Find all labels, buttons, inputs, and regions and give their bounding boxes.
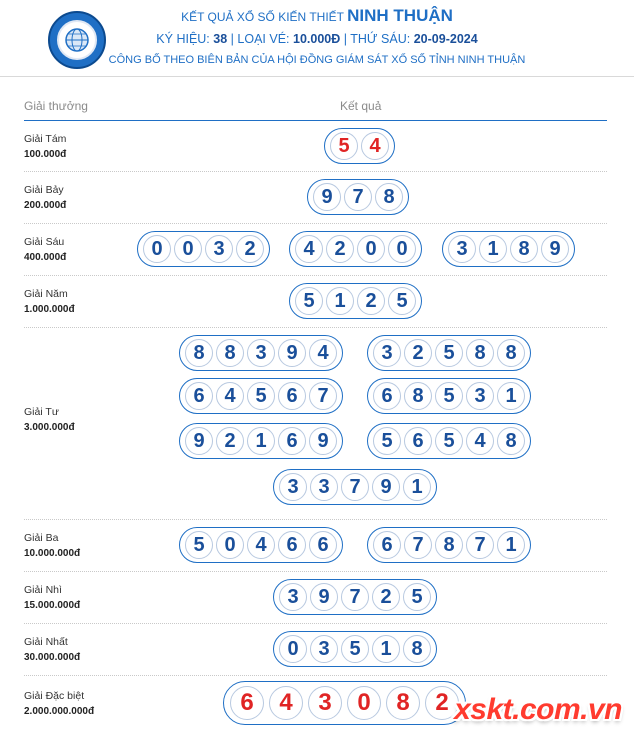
prize-amount: 100.000đ [24, 149, 67, 160]
col-prize-header: Giải thưởng [24, 99, 88, 113]
number-ball: 2 [425, 686, 459, 720]
number-ball: 2 [236, 235, 264, 263]
winning-number [179, 378, 343, 414]
number-ball: 4 [295, 235, 323, 263]
number-ball: 8 [375, 183, 403, 211]
prize-amount: 2.000.000.000đ [24, 706, 95, 717]
number-ball: 1 [497, 382, 525, 410]
number-ball: 9 [313, 183, 341, 211]
day-label: THỨ SÁU: [350, 32, 411, 46]
number-ball: 4 [247, 531, 275, 559]
prize-name: Giải Bảy [24, 184, 64, 196]
prize-row [24, 276, 607, 328]
winning-number [367, 378, 531, 414]
prize-name: Giải Nhì [24, 584, 62, 596]
winning-number [223, 681, 466, 725]
number-ball: 6 [373, 382, 401, 410]
number-ball: 4 [466, 427, 494, 455]
prize-rows [24, 121, 607, 732]
number-ball: 9 [185, 427, 213, 455]
number-ball: 9 [310, 583, 338, 611]
winning-number [307, 179, 409, 215]
winning-number [442, 231, 575, 267]
number-ball: 4 [216, 382, 244, 410]
separator: | [343, 32, 347, 46]
number-ball: 2 [404, 339, 432, 367]
winning-number [273, 579, 437, 615]
prize-name: Giải Năm [24, 288, 68, 300]
separator: | [230, 32, 234, 46]
number-ball: 2 [326, 235, 354, 263]
number-ball: 5 [388, 287, 416, 315]
number-ball: 8 [403, 635, 431, 663]
prize-amount: 1.000.000đ [24, 304, 75, 315]
winning-number [367, 335, 531, 371]
prize-amount: 10.000.000đ [24, 548, 81, 559]
number-ball: 1 [403, 473, 431, 501]
number-ball: 6 [230, 686, 264, 720]
number-ball: 1 [372, 635, 400, 663]
prize-row [24, 224, 607, 276]
number-ball: 0 [347, 686, 381, 720]
kyhieu-label: KÝ HIỆU: [156, 32, 210, 46]
number-ball: 7 [344, 183, 372, 211]
prize-amount: 200.000đ [24, 200, 67, 211]
draw-info [0, 32, 634, 46]
number-ball: 4 [361, 132, 389, 160]
prize-name: Giải Nhất [24, 636, 68, 648]
province-name: NINH THUẬN [347, 6, 453, 25]
winning-number [179, 335, 343, 371]
number-ball: 9 [278, 339, 306, 367]
number-ball: 6 [278, 382, 306, 410]
prize-amount: 3.000.000đ [24, 422, 75, 433]
number-ball: 1 [326, 287, 354, 315]
number-ball: 3 [448, 235, 476, 263]
announcement: CÔNG BỐ THEO BIÊN BẢN CỦA HỘI ĐỒNG GIÁM SÁT XỔ SỐ TỈNH NINH THUẬN [108, 54, 526, 66]
number-ball: 3 [310, 473, 338, 501]
number-ball: 6 [278, 427, 306, 455]
prize-row [24, 172, 607, 224]
number-ball: 1 [247, 427, 275, 455]
number-ball: 1 [479, 235, 507, 263]
winning-number [324, 128, 395, 164]
number-ball: 0 [388, 235, 416, 263]
number-ball: 5 [341, 635, 369, 663]
results-table [24, 94, 607, 732]
prize-row [24, 121, 607, 172]
number-ball: 5 [435, 382, 463, 410]
prize-row [24, 624, 607, 676]
winning-number [289, 231, 422, 267]
loaive-label: LOẠI VÉ: [237, 32, 290, 46]
prize-row [24, 520, 607, 572]
number-ball: 3 [310, 635, 338, 663]
number-ball: 6 [309, 531, 337, 559]
winning-number [273, 631, 437, 667]
winning-number [179, 527, 343, 563]
number-ball: 4 [269, 686, 303, 720]
number-ball: 0 [357, 235, 385, 263]
number-ball: 3 [279, 473, 307, 501]
number-ball: 8 [510, 235, 538, 263]
prize-row [24, 572, 607, 624]
kyhieu-value: 38 [213, 32, 228, 46]
number-ball: 6 [278, 531, 306, 559]
winning-number [179, 423, 343, 459]
loaive-value: 10.000Đ [293, 32, 341, 46]
number-ball: 6 [185, 382, 213, 410]
number-ball: 9 [372, 473, 400, 501]
number-ball: 7 [404, 531, 432, 559]
number-ball: 7 [341, 473, 369, 501]
prize-name: Giải Tám [24, 133, 67, 145]
prize-row [24, 328, 607, 520]
prize-amount: 30.000.000đ [24, 652, 81, 663]
prize-name: Giải Ba [24, 532, 59, 544]
number-ball: 6 [404, 427, 432, 455]
number-ball: 5 [247, 382, 275, 410]
prize-amount: 15.000.000đ [24, 600, 81, 611]
number-ball: 0 [174, 235, 202, 263]
number-ball: 5 [403, 583, 431, 611]
number-ball: 8 [497, 339, 525, 367]
prize-name: Giải Đặc biệt [24, 690, 85, 702]
number-ball: 3 [247, 339, 275, 367]
number-ball: 8 [466, 339, 494, 367]
prize-name: Giải Tư [24, 406, 59, 418]
number-ball: 5 [435, 339, 463, 367]
number-ball: 3 [279, 583, 307, 611]
number-ball: 8 [386, 686, 420, 720]
number-ball: 7 [466, 531, 494, 559]
number-ball: 2 [216, 427, 244, 455]
number-ball: 3 [466, 382, 494, 410]
winning-number [137, 231, 270, 267]
number-ball: 6 [373, 531, 401, 559]
number-ball: 5 [330, 132, 358, 160]
winning-number [273, 469, 437, 505]
number-ball: 8 [435, 531, 463, 559]
winning-number [367, 527, 531, 563]
table-header [24, 94, 607, 121]
header-prefix: KẾT QUẢ XỔ SỐ KIẾN THIẾT [181, 10, 344, 24]
watermark: xskt.com.vn [454, 693, 622, 726]
number-ball: 3 [373, 339, 401, 367]
number-ball: 5 [185, 531, 213, 559]
winning-number [367, 423, 531, 459]
draw-date: 20-09-2024 [413, 32, 478, 46]
header [0, 0, 634, 77]
col-result-header: Kết quả [340, 99, 382, 113]
number-ball: 5 [295, 287, 323, 315]
number-ball: 5 [373, 427, 401, 455]
number-ball: 3 [205, 235, 233, 263]
number-ball: 9 [541, 235, 569, 263]
prize-amount: 400.000đ [24, 252, 67, 263]
number-ball: 0 [216, 531, 244, 559]
number-ball: 8 [497, 427, 525, 455]
header-title [0, 6, 634, 26]
winning-number [289, 283, 422, 319]
number-ball: 8 [404, 382, 432, 410]
number-ball: 2 [357, 287, 385, 315]
number-ball: 7 [341, 583, 369, 611]
prize-name: Giải Sáu [24, 236, 65, 248]
number-ball: 0 [279, 635, 307, 663]
number-ball: 8 [216, 339, 244, 367]
number-ball: 2 [372, 583, 400, 611]
number-ball: 1 [497, 531, 525, 559]
number-ball: 9 [309, 427, 337, 455]
number-ball: 0 [143, 235, 171, 263]
number-ball: 7 [309, 382, 337, 410]
number-ball: 8 [185, 339, 213, 367]
number-ball: 3 [308, 686, 342, 720]
number-ball: 5 [435, 427, 463, 455]
number-ball: 4 [309, 339, 337, 367]
